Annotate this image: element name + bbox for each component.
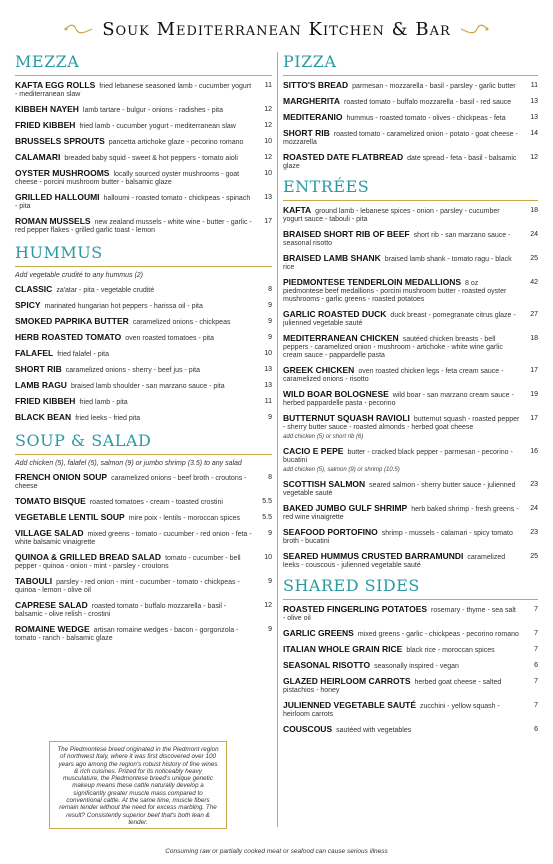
- item-description: marinated hungarian hot peppers - harissa oil - pita: [44, 303, 203, 310]
- item-name: SMOKED PAPRIKA BUTTER: [15, 316, 129, 326]
- restaurant-title: Souk Mediterranean Kitchen & Bar: [102, 18, 451, 40]
- item-description: oven roasted tomatoes - pita: [125, 335, 214, 342]
- item-name: SHORT RIB: [283, 128, 330, 138]
- item-price: 10: [264, 170, 272, 177]
- item-price: 18: [530, 207, 538, 214]
- menu-item: [15, 81, 272, 99]
- item-price: 25: [530, 553, 538, 560]
- menu-item: [283, 206, 538, 224]
- menu-item: [283, 230, 538, 248]
- item-name: TOMATO BISQUE: [15, 496, 86, 506]
- menu-item: [283, 480, 538, 498]
- item-name: MEDITERANIO: [283, 112, 343, 122]
- menu-item: [15, 333, 272, 343]
- section-rule: [283, 599, 538, 600]
- item-name: PIEDMONTESE TENDERLOIN MEDALLIONS: [283, 277, 462, 287]
- menu-item: [15, 193, 272, 211]
- menu-item: [15, 625, 272, 643]
- item-price: 23: [530, 481, 538, 488]
- menu-item: [283, 334, 538, 360]
- item-price: 23: [530, 529, 538, 536]
- menu-item: [283, 254, 538, 272]
- item-name: HERB ROASTED TOMATO: [15, 332, 122, 342]
- item-price: 10: [264, 350, 272, 357]
- item-price: 17: [530, 367, 538, 374]
- menu-item: [15, 121, 272, 131]
- item-description: fried lamb - cucumber yogurt - mediterranean slaw: [79, 123, 236, 130]
- item-price: 5.5: [262, 514, 272, 521]
- menu-item: [283, 725, 538, 735]
- menu-item: [283, 153, 538, 171]
- item-price: 8: [268, 286, 272, 293]
- item-price: 9: [268, 318, 272, 325]
- menu-item: [15, 397, 272, 407]
- item-price: 5.5: [262, 498, 272, 505]
- menu-item: [283, 447, 538, 474]
- item-description: halloumi - roasted tomato - chickpeas - spinach - pita: [15, 195, 251, 210]
- section-note: Add vegetable crudité to any hummus (2): [15, 272, 144, 279]
- item-description: roasted tomato - caramelized onion - potato - goat cheese - mozzarella: [283, 131, 518, 146]
- item-description: lamb tartare - bulgur - onions - radishes - pita: [82, 107, 223, 114]
- item-description: ground lamb - lebanese spices - onion - parsley - cucumber yogurt sauce - tabouli - pita: [283, 208, 500, 223]
- item-price: 42: [530, 279, 538, 286]
- item-description: butter - cracked black pepper - parmesan - pecorino - bucatini: [283, 449, 513, 464]
- item-description: artisan romaine wedges - bacon - gorgonzola - tomato - ranch - balsamic glaze: [15, 627, 239, 642]
- item-name: SITTO'S BREAD: [283, 80, 349, 90]
- menu-header: [0, 12, 553, 46]
- menu-item: [15, 105, 272, 115]
- item-name: BAKED JUMBO GULF SHRIMP: [283, 503, 408, 513]
- item-name: SEARED HUMMUS CRUSTED BARRAMUNDI: [283, 551, 464, 561]
- item-description: rosemary - thyme - sea salt - olive oil: [283, 607, 516, 622]
- item-name: CALAMARI: [15, 152, 61, 162]
- item-description: braised lamb shoulder - san marzano sauce - pita: [70, 383, 225, 390]
- hummus-list: [15, 285, 272, 423]
- menu-item: [15, 217, 272, 235]
- menu-item: [283, 645, 538, 655]
- menu-item: [15, 317, 272, 327]
- item-name: CACIO E PEPE: [283, 446, 344, 456]
- item-price: 7: [534, 702, 538, 709]
- item-addon-note: add chicken (5) or short rib (6): [283, 434, 364, 440]
- menu-item: [15, 413, 272, 423]
- item-name: GREEK CHICKEN: [283, 365, 355, 375]
- item-description: pancetta artichoke glaze - pecorino romano: [108, 139, 244, 146]
- section-heading: PIZZA: [283, 52, 337, 71]
- item-description: za'atar - pita - vegetable crudité: [56, 287, 155, 294]
- section-pizza: [283, 52, 538, 171]
- section-shared-sides: [283, 576, 538, 735]
- item-name: LAMB RAGU: [15, 380, 67, 390]
- item-description: caramelized onions - beef broth - croutons - cheese: [15, 475, 247, 490]
- item-price: 7: [534, 678, 538, 685]
- menu-item: [15, 153, 272, 163]
- item-name: GRILLED HALLOUMI: [15, 192, 100, 202]
- soup-salad-list: [15, 473, 272, 643]
- item-name: CAPRESE SALAD: [15, 600, 88, 610]
- item-price: 14: [530, 130, 538, 137]
- item-description: caramelized onions - chickpeas: [132, 319, 231, 326]
- menu-item: [15, 529, 272, 547]
- item-price: 6: [534, 662, 538, 669]
- pizza-list: [283, 81, 538, 171]
- item-name: BLACK BEAN: [15, 412, 72, 422]
- item-description: roasted tomatoes - cream - toasted crostini: [89, 499, 223, 506]
- item-price: 10: [264, 554, 272, 561]
- section-rule: [283, 75, 538, 76]
- item-price: 24: [530, 231, 538, 238]
- piedmontese-story-box: The Piedmontese breed originated in the Piedmont region of northwest Italy, where it was first discovered over 100 years ago among the region's robust history of fine wines & rich cuisines. Prized for its noticeably heavy musculature, the Piedmontese breed's unique genetic makeup means these cattle naturally develop a significantly greater muscle mass compared to conventional cattle. At the same time, muscle fibers remain tender without the need for excess marbling. The result? Consistently superior beef that's both lean & tender.: [49, 741, 227, 829]
- item-price: 6: [534, 726, 538, 733]
- item-price: 25: [530, 255, 538, 262]
- item-name: FRENCH ONION SOUP: [15, 472, 108, 482]
- item-price: 12: [264, 106, 272, 113]
- shared-sides-list: [283, 605, 538, 735]
- menu-item: [283, 310, 538, 328]
- item-price: 24: [530, 505, 538, 512]
- left-ornament-icon: [64, 23, 94, 35]
- menu-item: [15, 285, 272, 295]
- item-name: JULIENNED VEGETABLE SAUTÉ: [283, 700, 417, 710]
- menu-item: [15, 137, 272, 147]
- item-description: locally sourced oyster mushrooms - goat cheese - porcini mushroom butter - balsamic glaze: [15, 171, 240, 186]
- menu-item: [15, 473, 272, 491]
- left-column: [15, 52, 272, 649]
- menu-item: [15, 601, 272, 619]
- item-price: 10: [264, 138, 272, 145]
- item-description: shrimp - mussels - calamari - spicy tomato broth - bucatini: [283, 530, 513, 545]
- item-description: wild boar - san marzano cream sauce - herbed pappardelle pasta - pecorino: [283, 392, 514, 407]
- item-name: CLASSIC: [15, 284, 53, 294]
- item-description: sautéed chicken breasts - bell peppers - caramelized onion - mushroom - artichoke - white wine garlic cream sauce - pappardelle pasta: [283, 336, 503, 359]
- item-price: 12: [264, 154, 272, 161]
- item-price: 11: [530, 82, 538, 89]
- item-name: VEGETABLE LENTIL SOUP: [15, 512, 125, 522]
- item-description: butternut squash - roasted pepper - sherry butter sauce - roasted almonds - herbed goat cheese: [283, 416, 520, 431]
- menu-item: [283, 366, 538, 384]
- item-name: KAFTA: [283, 205, 312, 215]
- item-name: ITALIAN WHOLE GRAIN RICE: [283, 644, 403, 654]
- item-name: SEASONAL RISOTTO: [283, 660, 371, 670]
- menu-item: [283, 278, 538, 304]
- item-price: 19: [530, 391, 538, 398]
- item-name: ROMAINE WEDGE: [15, 624, 90, 634]
- menu-item: [15, 365, 272, 375]
- menu-item: [283, 629, 538, 639]
- item-price: 13: [264, 366, 272, 373]
- item-name: BRUSSELS SPROUTS: [15, 136, 105, 146]
- item-price: 12: [264, 602, 272, 609]
- item-description: roasted tomato - buffalo mozzarella - basil - red sauce: [343, 99, 512, 106]
- section-note: Add chicken (5), falafel (5), salmon (9) or jumbo shrimp (3.5) to any salad: [15, 460, 242, 467]
- menu-item: [283, 677, 538, 695]
- item-name: GLAZED HEIRLOOM CARROTS: [283, 676, 411, 686]
- item-name: KIBBEH NAYEH: [15, 104, 79, 114]
- section-heading: MEZZA: [15, 52, 80, 71]
- item-price: 12: [530, 154, 538, 161]
- item-price: 9: [268, 530, 272, 537]
- item-description: roasted tomato - buffalo mozzarella - basil - balsamic - olive relish - crostini: [15, 603, 227, 618]
- right-column: [283, 52, 538, 741]
- item-description: date spread - feta - basil - balsamic glaze: [283, 155, 517, 170]
- item-name: SEAFOOD PORTOFINO: [283, 527, 378, 537]
- item-price: 7: [534, 646, 538, 653]
- section-heading: SOUP & SALAD: [15, 431, 152, 450]
- item-price: 13: [264, 382, 272, 389]
- item-price: 9: [268, 334, 272, 341]
- menu-item: [283, 129, 538, 147]
- item-name: ROASTED DATE FLATBREAD: [283, 152, 404, 162]
- item-description: parmesan - mozzarella - basil - parsley - garlic butter: [352, 83, 516, 90]
- section-heading: HUMMUS: [15, 243, 103, 262]
- item-price: 11: [264, 398, 272, 405]
- item-name: QUINOA & GRILLED BREAD SALAD: [15, 552, 162, 562]
- item-name: KAFTA EGG ROLLS: [15, 80, 96, 90]
- menu-item: [283, 113, 538, 123]
- item-name: MARGHERITA: [283, 96, 340, 106]
- item-name: OYSTER MUSHROOMS: [15, 168, 110, 178]
- item-addon-note: add chicken (5), salmon (9) or shrimp (10.5): [283, 467, 400, 473]
- menu-item: [15, 169, 272, 187]
- item-name: COUSCOUS: [283, 724, 333, 734]
- menu-item: [283, 390, 538, 408]
- item-name: FRIED KIBBEH: [15, 396, 76, 406]
- item-price: 17: [530, 415, 538, 422]
- item-name: FALAFEL: [15, 348, 54, 358]
- item-name: SPICY: [15, 300, 41, 310]
- section-entrees: [283, 177, 538, 570]
- item-description: short rib - san marzano sauce - seasonal risotto: [283, 232, 511, 247]
- item-description: caramelized onions - sherry - beef jus - pita: [65, 367, 200, 374]
- menu-item: [283, 552, 538, 570]
- item-description: parsley - red onion - mint - cucumber - tomato - chickpeas - quinoa - lemon - olive oil: [15, 579, 240, 594]
- section-rule: [283, 200, 538, 201]
- item-name: SHORT RIB: [15, 364, 62, 374]
- menu-item: [283, 661, 538, 671]
- section-rule: [15, 454, 272, 455]
- item-description: herbed goat cheese - salted pistachios - honey: [283, 679, 502, 694]
- mezza-list: [15, 81, 272, 235]
- section-rule: [15, 266, 272, 267]
- item-name: SCOTTISH SALMON: [283, 479, 366, 489]
- item-name: GARLIC ROASTED DUCK: [283, 309, 387, 319]
- item-price: 9: [268, 578, 272, 585]
- item-price: 11: [264, 82, 272, 89]
- section-heading: ENTRÉES: [283, 177, 370, 196]
- item-description: fried leeks - fried pita: [75, 415, 141, 422]
- item-name: GARLIC GREENS: [283, 628, 354, 638]
- menu-item: [15, 513, 272, 523]
- item-description: duck breast - pomegranate citrus glaze - julienned vegetable sauté: [283, 312, 516, 327]
- item-description: zucchini - yellow squash - heirloom carrots: [283, 703, 500, 718]
- section-rule: [15, 75, 272, 76]
- item-price: 9: [268, 414, 272, 421]
- item-description: mixed greens - garlic - chickpeas - pecorino romano: [357, 631, 519, 638]
- item-name: WILD BOAR BOLOGNESE: [283, 389, 389, 399]
- item-description: oven roasted chicken legs - feta cream sauce - caramelized onions - risotto: [283, 368, 504, 383]
- item-description: black rice - moroccan spices: [406, 647, 495, 654]
- item-description: sautéed with vegetables: [336, 727, 412, 734]
- item-name: BUTTERNUT SQUASH RAVIOLI: [283, 413, 410, 423]
- item-price: 13: [264, 194, 272, 201]
- menu-item: [15, 577, 272, 595]
- item-price: 13: [530, 114, 538, 121]
- item-name: FRIED KIBBEH: [15, 120, 76, 130]
- item-price: 18: [530, 335, 538, 342]
- item-description: 8 oz piedmontese beef medallions - porcini mushroom butter - roasted oyster mushrooms - garlic greens - roasted potatoes: [283, 280, 507, 303]
- item-description: tomato - cucumber - bell pepper - quinoa - onion - mint - parsley - croutons: [15, 555, 241, 570]
- item-description: fried lebanese seasoned lamb - cucumber yogurt - mediterranean slaw: [15, 83, 252, 98]
- menu-item: [283, 701, 538, 719]
- item-price: 7: [534, 606, 538, 613]
- item-description: hummus - roasted tomato - olives - chickpeas - feta: [346, 115, 506, 122]
- item-name: ROASTED FINGERLING POTATOES: [283, 604, 428, 614]
- column-divider: [277, 52, 278, 827]
- item-description: new zealand mussels - white wine - butter - garlic - red pepper flakes - grilled garlic toast - lemon: [15, 219, 252, 234]
- item-price: 12: [264, 122, 272, 129]
- item-name: MEDITERRANEAN CHICKEN: [283, 333, 399, 343]
- item-description: braised lamb shank - tomato ragu - black rice: [283, 256, 512, 271]
- item-price: 8: [268, 474, 272, 481]
- item-name: BRAISED LAMB SHANK: [283, 253, 381, 263]
- item-price: 16: [530, 448, 538, 455]
- entrees-list: [283, 206, 538, 570]
- menu-item: [15, 349, 272, 359]
- item-description: mixed greens - tomato - cucumber - red onion - feta - white balsamic vinaigrette: [15, 531, 252, 546]
- right-ornament-icon: [459, 23, 489, 35]
- item-name: TABOULI: [15, 576, 53, 586]
- item-description: mire poix - lentils - moroccan spices: [128, 515, 240, 522]
- item-price: 9: [268, 302, 272, 309]
- footer-warning: Consuming raw or partially cooked meat or seafood can cause serious illness: [165, 848, 388, 855]
- menu-item: [15, 301, 272, 311]
- section-soup-salad: [15, 431, 272, 643]
- item-description: seared salmon - sherry butter sauce - julienned vegetable sauté: [283, 482, 516, 497]
- item-price: 27: [530, 311, 538, 318]
- item-price: 7: [534, 630, 538, 637]
- section-hummus: [15, 243, 272, 423]
- item-description: fried falafel - pita: [57, 351, 109, 358]
- menu-item: [15, 381, 272, 391]
- item-description: breaded baby squid - sweet & hot peppers - tomato aioli: [64, 155, 238, 162]
- item-price: 9: [268, 626, 272, 633]
- item-name: BRAISED SHORT RIB OF BEEF: [283, 229, 410, 239]
- menu-item: [283, 81, 538, 91]
- item-name: ROMAN MUSSELS: [15, 216, 91, 226]
- section-heading: SHARED SIDES: [283, 576, 420, 595]
- menu-item: [283, 414, 538, 441]
- menu-item: [15, 553, 272, 571]
- item-price: 13: [530, 98, 538, 105]
- menu-item: [15, 497, 272, 507]
- item-description: seasonally inspired - vegan: [374, 663, 459, 670]
- item-description: caramelized leeks - couscous - julienned vegetable sauté: [283, 554, 506, 569]
- menu-item: [283, 605, 538, 623]
- menu-item: [283, 528, 538, 546]
- item-description: fried lamb - pita: [79, 399, 128, 406]
- item-description: herb baked shrimp - fresh greens - red wine vinaigrette: [283, 506, 519, 521]
- section-mezza: [15, 52, 272, 235]
- item-name: VILLAGE SALAD: [15, 528, 84, 538]
- menu-item: [283, 97, 538, 107]
- item-price: 17: [264, 218, 272, 225]
- menu-item: [283, 504, 538, 522]
